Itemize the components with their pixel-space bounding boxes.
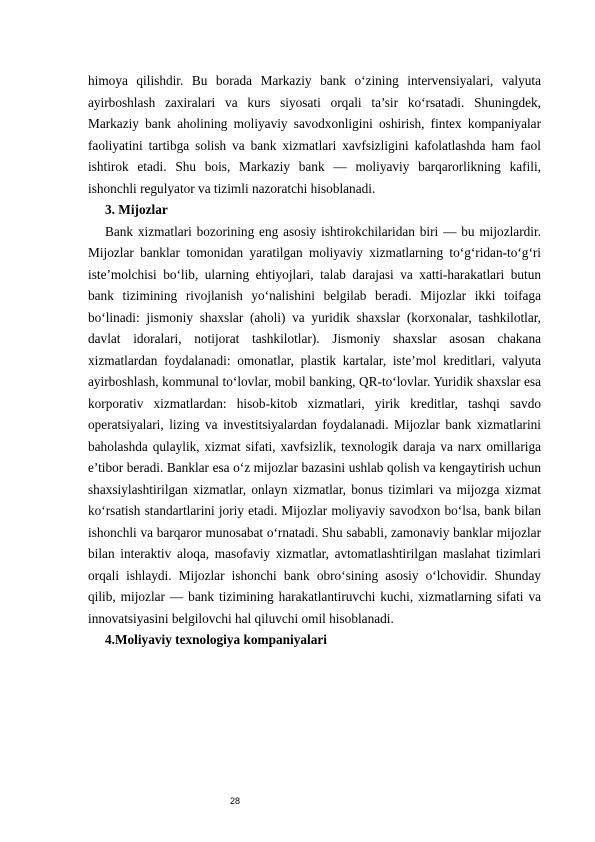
document-page: [88, 70, 541, 651]
page-number: 28: [230, 796, 241, 806]
section-heading-fintech: 4.Moliyaviy texnologiya kompaniyalari: [105, 632, 327, 647]
paragraph-clients: Bank xizmatlari bozorining eng asosiy ishtirokchilaridan biri — bu mijozlardir. Mijozlar banklar tomonidan yaratilgan moliyaviy xizmatlarning to‘g‘ridan-to‘g‘ri iste’molchisi bo‘lib, ularning ehtiyojlari, talab darajasi va xatti-harakatlari butun bank tizimining rivojlanish yo‘nalishini belgilab beradi. Mijozlar ikki toifaga bo‘linadi: jismoniy shaxslar (aholi) va yuridik shaxslar (korxonalar, tashkilotlar, davlat idoralari, notijorat tashkilotlar). Jismoniy shaxslar asosan chakana xizmatlardan foydalanadi: omonatlar, plastik kartalar, iste’mol kreditlari, valyuta ayirboshlash, kommunal to‘lovlar, mobil banking, QR-to‘lovlar. Yuridik shaxslar esa korporativ xizmatlardan: hisob-kitob xizmatlari, yirik kreditlar, tashqi savdo operatsiyalari, lizing va investitsiyalardan foydalanadi. Mijozlar bank xizmatlarini baholashda qulaylik, xizmat sifati, xavfsizlik, texnologik daraja va narx omillariga e’tibor beradi. Banklar esa o‘z mijozlar bazasini ushlab qolish va kengaytirish uchun shaxsiylashtirilgan xizmatlar, onlayn xizmatlar, bonus tizimlari va mijozga xizmat ko‘rsatish standartlarini joriy etadi. Mijozlar moliyaviy savodxon bo‘lsa, bank bilan ishonchli va barqaror munosabat o‘rnatadi. Shu sababli, zamonaviy banklar mijozlar bilan interaktiv aloqa, masofaviy xizmatlar, avtomatlashtirilgan maslahat tizimlari orqali ishlaydi. Mijozlar ishonchi bank obro‘sining asosiy o‘lchovidir. Shunday qilib, mijozlar — bank tizimining harakatlantiruvchi kuchi, xizmatlarning sifati va innovatsiyasini belgilovchi hal qiluvchi omil hisoblanadi.: [88, 223, 541, 626]
paragraph-central-bank: himoya qilishdir. Bu borada Markaziy bank o‘zining intervensiyalari, valyuta ayirboshlash zaxiralari va kurs siyosati orqali ta’sir ko‘rsatadi. Shuningdek, Markaziy bank aholining moliyaviy savodxonligini oshirish, fintex kompaniyalar faoliyatini tartibga solish va bank xizmatlari xavfsizligini kafolatlashda ham faol ishtirok etadi. Shu bois, Markaziy bank — moliyaviy barqarorlikning kafili, ishonchli regulyator va tizimli nazoratchi hisoblanadi.: [88, 73, 541, 196]
section-heading-clients: 3. Mijozlar: [105, 202, 168, 217]
